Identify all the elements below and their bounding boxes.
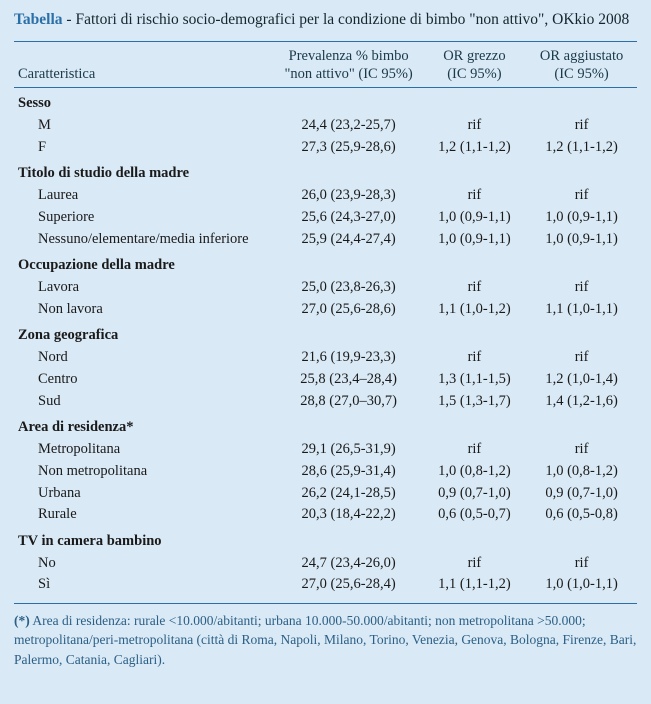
cell-or-crude: 0,9 (0,7-1,0) — [438, 484, 511, 501]
footnote-section — [14, 603, 637, 670]
cell-or-crude: 1,2 (1,1-1,2) — [438, 138, 511, 155]
cell-or-adjusted: 1,0 (0,9-1,1) — [545, 230, 618, 247]
table-group-row — [14, 412, 637, 438]
cell-prevalence: 20,3 (18,4-22,2) — [301, 506, 396, 523]
group-label: Occupazione della madre — [18, 257, 175, 274]
table-row — [14, 346, 637, 368]
cell-or-crude: rif — [467, 348, 482, 365]
cell-prevalence — [275, 250, 423, 276]
group-label: Sesso — [18, 95, 52, 112]
cell-prevalence: 27,0 (25,6-28,4) — [301, 576, 396, 593]
cell-prevalence — [275, 88, 423, 115]
table-row — [14, 276, 637, 298]
column-header-prevalence — [275, 41, 423, 87]
row-label: Non metropolitana — [38, 462, 148, 479]
cell-prevalence — [275, 320, 423, 346]
column-header-or-adjusted — [526, 41, 637, 87]
row-label: Urbana — [38, 484, 81, 501]
cell-prevalence: 25,6 (24,3-27,0) — [301, 208, 396, 225]
cell-or-crude: 1,0 (0,8-1,2) — [438, 462, 511, 479]
cell-prevalence: 25,8 (23,4–28,4) — [300, 370, 397, 387]
cell-or-adjusted — [526, 88, 637, 115]
cell-prevalence: 28,6 (25,9-31,4) — [301, 462, 396, 479]
cell-or-crude: 1,1 (1,0-1,2) — [438, 300, 511, 317]
cell-or-adjusted: rif — [574, 278, 589, 295]
cell-or-adjusted: 1,1 (1,0-1,1) — [545, 300, 618, 317]
cell-or-crude: 1,1 (1,1-1,2) — [438, 576, 511, 593]
cell-prevalence: 25,9 (24,4-27,4) — [301, 230, 396, 247]
row-label: Nord — [38, 348, 68, 365]
cell-or-adjusted: 0,6 (0,5-0,8) — [545, 506, 618, 523]
table-row — [14, 504, 637, 526]
cell-or-adjusted: rif — [574, 187, 589, 204]
row-label: Sì — [38, 576, 51, 593]
cell-prevalence: 25,0 (23,8-26,3) — [301, 278, 396, 295]
table-row — [14, 115, 637, 137]
cell-or-adjusted — [526, 158, 637, 184]
column-header-prevalence-line1: Prevalenza % bimbo — [288, 47, 409, 64]
cell-or-adjusted — [526, 250, 637, 276]
table-row — [14, 368, 637, 390]
row-label: Metropolitana — [38, 440, 121, 457]
cell-or-adjusted — [526, 320, 637, 346]
cell-prevalence: 21,6 (19,9-23,3) — [301, 348, 396, 365]
table-group-row — [14, 320, 637, 346]
table-group-row — [14, 250, 637, 276]
cell-or-adjusted — [526, 526, 637, 552]
cell-or-crude — [423, 158, 526, 184]
group-label: Area di residenza* — [18, 418, 134, 435]
table-row — [14, 482, 637, 504]
column-header-or-adjusted-line2: (IC 95%) — [554, 66, 609, 83]
cell-or-adjusted: 1,4 (1,2-1,6) — [545, 392, 618, 409]
cell-or-adjusted — [526, 412, 637, 438]
cell-or-crude: 1,3 (1,1-1,5) — [438, 370, 511, 387]
group-label: TV in camera bambino — [18, 532, 162, 549]
table-group-row — [14, 526, 637, 552]
caption-dash: - — [62, 11, 76, 28]
row-label: Laurea — [38, 187, 79, 204]
cell-or-crude: rif — [467, 187, 482, 204]
row-label: Superiore — [38, 208, 95, 225]
cell-or-adjusted: 1,2 (1,0-1,4) — [545, 370, 618, 387]
column-header-characteristic — [14, 41, 275, 87]
footnote — [14, 611, 637, 670]
cell-or-crude: 1,0 (0,9-1,1) — [438, 230, 511, 247]
column-header-characteristic-line1: Caratteristica — [18, 66, 96, 83]
caption-label: Tabella — [14, 11, 63, 28]
cell-or-crude — [423, 250, 526, 276]
cell-or-crude: rif — [467, 554, 482, 571]
table-row — [14, 390, 637, 412]
table-group-row — [14, 158, 637, 184]
cell-prevalence: 26,2 (24,1-28,5) — [301, 484, 396, 501]
cell-or-crude: 0,6 (0,5-0,7) — [438, 506, 511, 523]
column-header-prevalence-line2: "non attivo" (IC 95%) — [284, 66, 413, 83]
table-row — [14, 574, 637, 596]
row-label: Sud — [38, 392, 61, 409]
table-caption — [14, 10, 637, 31]
cell-or-adjusted: rif — [574, 117, 589, 134]
group-label: Titolo di studio della madre — [18, 165, 190, 182]
table-row — [14, 228, 637, 250]
table-row — [14, 185, 637, 207]
cell-prevalence: 27,0 (25,6-28,6) — [301, 300, 396, 317]
cell-prevalence: 28,8 (27,0–30,7) — [300, 392, 397, 409]
risk-factors-table — [14, 41, 637, 596]
table-row — [14, 298, 637, 320]
column-header-or-adjusted-line1: OR aggiustato — [539, 47, 624, 64]
table-row — [14, 136, 637, 158]
cell-prevalence: 29,1 (26,5-31,9) — [301, 440, 396, 457]
cell-or-crude: 1,5 (1,3-1,7) — [438, 392, 511, 409]
table-header-row — [14, 41, 637, 87]
cell-prevalence — [275, 526, 423, 552]
row-label: Lavora — [38, 278, 80, 295]
cell-or-crude — [423, 88, 526, 115]
cell-or-crude: 1,0 (0,9-1,1) — [438, 208, 511, 225]
row-label: M — [38, 117, 51, 134]
cell-or-crude: rif — [467, 440, 482, 457]
cell-prevalence: 24,7 (23,4-26,0) — [301, 554, 396, 571]
table-row — [14, 438, 637, 460]
column-header-or-crude — [423, 41, 526, 87]
group-label: Zona geografica — [18, 327, 119, 344]
footnote-text: Area di residenza: rurale <10.000/abitanti; urbana 10.000-50.000/abitanti; non metropolitana >50.000; metropolitana/peri-metropolitana (città di Roma, Napoli, Milano, Torino, Venezia, Genova, Bologna, Firenze, Bari, Palermo, Catania, Cagliari). — [14, 612, 637, 667]
table-row — [14, 552, 637, 574]
column-header-or-crude-line1: OR grezzo — [443, 47, 506, 64]
cell-or-adjusted: 1,0 (1,0-1,1) — [545, 576, 618, 593]
footnote-marker: (*) — [14, 612, 30, 628]
cell-prevalence: 26,0 (23,9-28,3) — [301, 187, 396, 204]
cell-or-adjusted: rif — [574, 348, 589, 365]
table-header — [14, 41, 637, 87]
cell-or-adjusted: 1,0 (0,8-1,2) — [545, 462, 618, 479]
cell-or-adjusted: 1,2 (1,1-1,2) — [545, 138, 618, 155]
cell-or-adjusted: rif — [574, 440, 589, 457]
row-label: Nessuno/elementare/media inferiore — [38, 230, 249, 247]
cell-prevalence: 27,3 (25,9-28,6) — [301, 138, 396, 155]
row-label: Centro — [38, 370, 78, 387]
cell-or-adjusted: rif — [574, 554, 589, 571]
table-row — [14, 206, 637, 228]
column-header-or-crude-line2: (IC 95%) — [447, 66, 502, 83]
table-group-row — [14, 88, 637, 115]
cell-prevalence: 24,4 (23,2-25,7) — [301, 117, 396, 134]
cell-or-adjusted: 1,0 (0,9-1,1) — [545, 208, 618, 225]
row-label: No — [38, 554, 56, 571]
table-body — [14, 88, 637, 596]
cell-prevalence — [275, 158, 423, 184]
cell-or-crude: rif — [467, 117, 482, 134]
caption-text: Fattori di rischio socio-demografici per la condizione di bimbo "non attivo", OKkio 2008 — [75, 11, 630, 28]
row-label: Non lavora — [38, 300, 103, 317]
cell-or-crude — [423, 526, 526, 552]
row-label: Rurale — [38, 506, 77, 523]
cell-or-crude: rif — [467, 278, 482, 295]
row-label: F — [38, 138, 47, 155]
cell-prevalence — [275, 412, 423, 438]
table-row — [14, 460, 637, 482]
cell-or-crude — [423, 320, 526, 346]
cell-or-crude — [423, 412, 526, 438]
cell-or-adjusted: 0,9 (0,7-1,0) — [545, 484, 618, 501]
